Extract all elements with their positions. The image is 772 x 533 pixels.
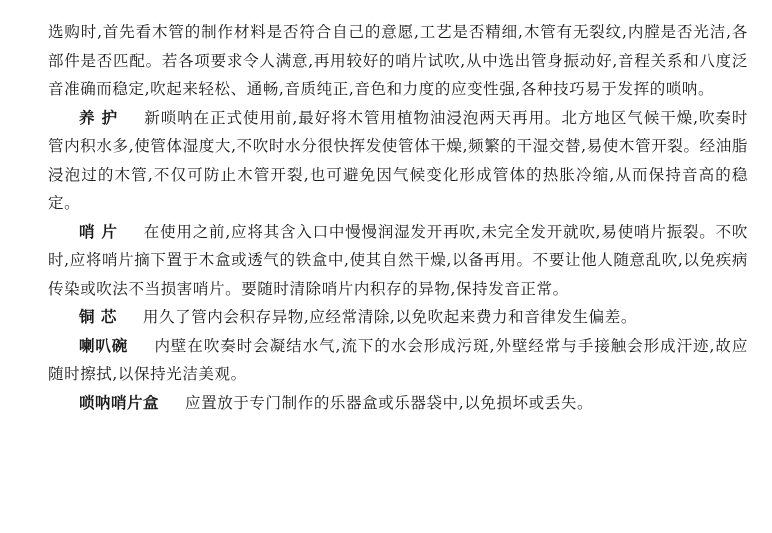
intro-text: 选购时,首先看木管的制作材料是否符合自己的意愿,工艺是否精细,木管有无裂纹,内膛是否光洁,各部件是否匹配。若各项要求令人满意,再用较好的哨片试吹,从中选出管身振动好,音程关系和八度泛音准确而稳定,吹起来轻松、通畅,音质纯正,音色和力度的应变性强,各种技巧易于发挥的唢呐。 [48,23,748,98]
section-text-bell: 内壁在吹奏时会凝结水气,流下的水会形成污斑,外壁经常与手接触会形成汗迹,故应随时擦拭,以保持光洁美观。 [48,336,748,383]
section-term-copper-core: 铜 芯 [79,307,117,326]
section-text-reed-box: 应置放于专门制作的乐器盒或乐器袋中,以免损坏或丢失。 [185,393,594,412]
section-text-copper-core: 用久了管内会积存异物,应经常清除,以免吹起来费力和音律发生偏差。 [142,308,637,326]
section-text-maintenance: 新唢呐在正式使用前,最好将木管用植物油浸泡两天再用。北方地区气候干燥,吹奏时管内积水多,使管体湿度大,不吹时水分很快挥发使管体干燥,频繁的干湿交替,易使木管开裂。经油脂浸泡过的木管,不仅可防止木管开裂,也可避免因气候变化形成管体的热胀冷缩,从而保持音高的稳定。 [48,108,748,212]
section-term-bell: 喇叭碗 [79,335,129,355]
intro-paragraph [48,18,748,104]
section-reed-box [48,389,748,418]
section-reed [48,218,748,304]
section-term-reed-box: 唢呐哨片盒 [79,392,160,412]
section-copper-core [48,303,748,332]
section-bell [48,332,748,389]
document-page [48,18,748,417]
section-text-reed: 在使用之前,应将其含入口中慢慢润湿发开再吹,未完全发开就吹,易使哨片振裂。不吹时,应将哨片摘下置于木盒或透气的铁盒中,使其自然干燥,以备再用。不要让他人随意乱吹,以免疾病传染或吹法不当损害哨片。要随时清除哨片内积存的异物,保持发音正常。 [48,222,749,298]
section-term-maintenance: 养 护 [79,107,118,127]
section-maintenance [48,104,748,218]
section-term-reed: 哨 片 [79,221,118,241]
